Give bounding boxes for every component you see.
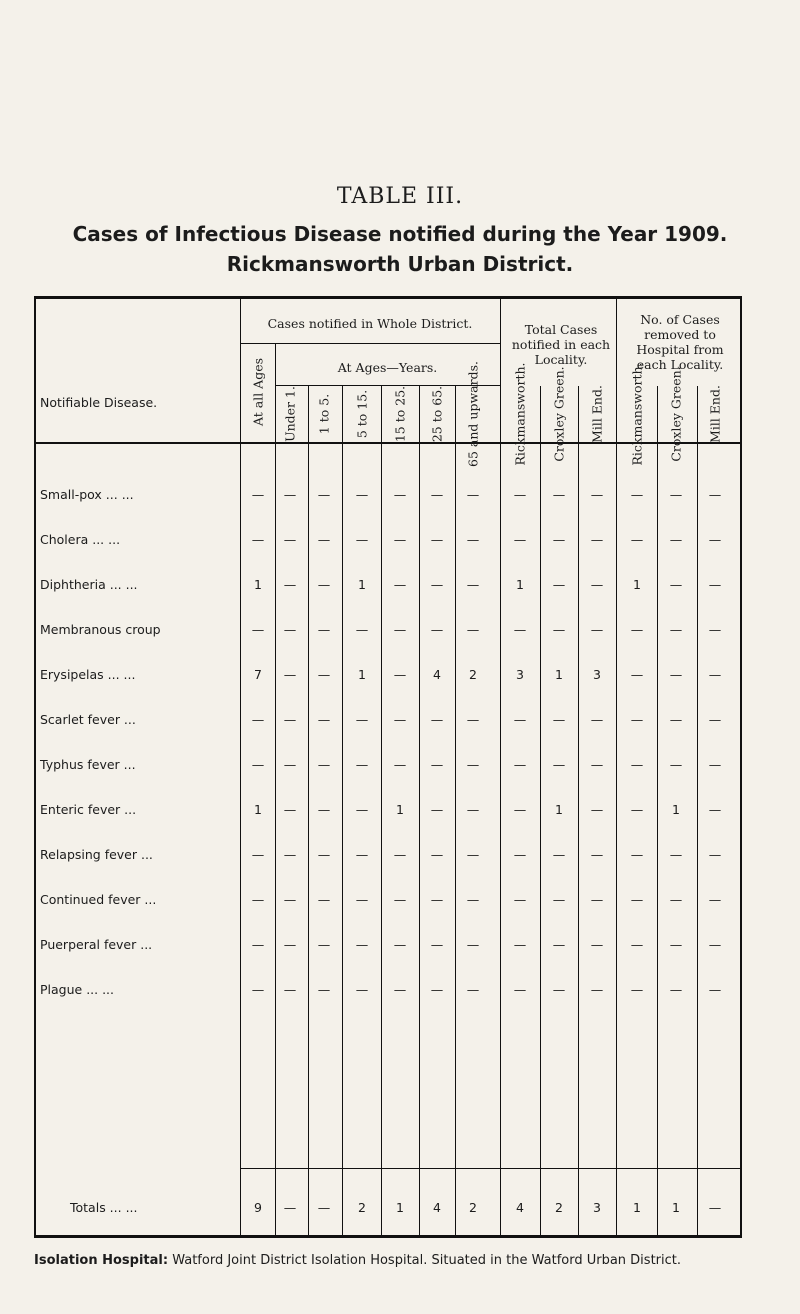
table-cell: — bbox=[466, 757, 480, 772]
table-cell: — bbox=[513, 802, 527, 817]
table-cell: — bbox=[513, 532, 527, 547]
row-label: Diphtheria ... ... bbox=[40, 577, 138, 592]
table-cell: — bbox=[466, 802, 480, 817]
column-header: Croxley Green. bbox=[668, 366, 684, 462]
totals-cell: — bbox=[317, 1200, 331, 1215]
totals-cell: 9 bbox=[254, 1200, 262, 1215]
table-cell: — bbox=[466, 712, 480, 727]
row-label: Relapsing fever ... bbox=[40, 847, 153, 862]
table-cell: — bbox=[283, 982, 297, 997]
table-cell: — bbox=[283, 757, 297, 772]
table-cell: — bbox=[630, 847, 644, 862]
column-header: 65 and upwards. bbox=[465, 361, 481, 467]
table-cell: — bbox=[590, 712, 604, 727]
table-cell: 1 bbox=[633, 577, 641, 592]
table-cell: — bbox=[317, 667, 331, 682]
table-cell: — bbox=[669, 982, 683, 997]
table-cell: — bbox=[708, 982, 722, 997]
table-cell: — bbox=[317, 577, 331, 592]
table-cell: — bbox=[393, 757, 407, 772]
group-whole-district-header: Cases notified in Whole District. bbox=[267, 316, 473, 331]
table-cell: — bbox=[317, 802, 331, 817]
table-cell: — bbox=[552, 487, 566, 502]
table-cell: 3 bbox=[593, 667, 601, 682]
table-cell: — bbox=[669, 847, 683, 862]
table-cell: — bbox=[466, 892, 480, 907]
table-cell: — bbox=[669, 577, 683, 592]
column-rule bbox=[578, 386, 579, 1238]
column-header: 15 to 25. bbox=[392, 385, 408, 443]
table-cell: 3 bbox=[516, 667, 524, 682]
table-cell: — bbox=[590, 802, 604, 817]
table-cell: — bbox=[708, 712, 722, 727]
table-cell: — bbox=[708, 622, 722, 637]
table-cell: — bbox=[552, 712, 566, 727]
table-cell: — bbox=[283, 622, 297, 637]
table-cell: — bbox=[466, 532, 480, 547]
table-cell: 1 bbox=[254, 577, 262, 592]
table-cell: — bbox=[355, 487, 369, 502]
row-label: Small-pox ... ... bbox=[40, 487, 134, 502]
table-cell: 1 bbox=[358, 667, 366, 682]
table-cell: 1 bbox=[396, 802, 404, 817]
table-cell: — bbox=[708, 847, 722, 862]
table-right-border bbox=[740, 296, 742, 1238]
table-cell: 7 bbox=[254, 667, 262, 682]
row-label: Enteric fever ... bbox=[40, 802, 137, 817]
table-cell: — bbox=[430, 712, 444, 727]
footer-text: Watford Joint District Isolation Hospital. Situated in the Watford Urban District. bbox=[172, 1253, 681, 1268]
table-cell: — bbox=[283, 937, 297, 952]
totals-cell: 2 bbox=[469, 1200, 477, 1215]
table-cell: — bbox=[283, 487, 297, 502]
column-rule bbox=[616, 297, 617, 1238]
column-rule bbox=[697, 386, 698, 1238]
table-cell: — bbox=[355, 532, 369, 547]
table-cell: — bbox=[669, 757, 683, 772]
table-cell: — bbox=[630, 757, 644, 772]
table-bottom-rule bbox=[34, 1235, 742, 1238]
disease-column-header: Notifiable Disease. bbox=[40, 395, 158, 410]
table-cell: — bbox=[669, 622, 683, 637]
table-cell: — bbox=[708, 757, 722, 772]
table-cell: — bbox=[430, 937, 444, 952]
table-cell: — bbox=[251, 982, 265, 997]
table-cell: — bbox=[355, 622, 369, 637]
table-cell: — bbox=[513, 937, 527, 952]
column-rule bbox=[240, 297, 241, 1238]
table-cell: — bbox=[466, 487, 480, 502]
table-cell: — bbox=[708, 667, 722, 682]
table-cell: — bbox=[355, 757, 369, 772]
row-label: Cholera ... ... bbox=[40, 532, 121, 547]
table-cell: — bbox=[590, 622, 604, 637]
table-cell: — bbox=[283, 712, 297, 727]
totals-cell: 1 bbox=[633, 1200, 641, 1215]
table-cell: — bbox=[317, 757, 331, 772]
column-header: Croxley Green. bbox=[551, 366, 567, 462]
table-cell: — bbox=[283, 667, 297, 682]
totals-cell: 3 bbox=[593, 1200, 601, 1215]
table-cell: — bbox=[590, 982, 604, 997]
table-cell: — bbox=[355, 712, 369, 727]
table-cell: — bbox=[552, 757, 566, 772]
table-cell: — bbox=[590, 847, 604, 862]
table-cell: — bbox=[251, 757, 265, 772]
totals-cell: — bbox=[708, 1200, 722, 1215]
group-total-cases-header: Total Cases notified in each Locality. bbox=[511, 322, 611, 367]
column-rule bbox=[500, 297, 501, 1238]
table-cell: — bbox=[590, 487, 604, 502]
table-cell: — bbox=[552, 622, 566, 637]
table-cell: — bbox=[669, 712, 683, 727]
table-cell: 2 bbox=[469, 667, 477, 682]
table-cell: — bbox=[430, 532, 444, 547]
table-cell: — bbox=[590, 937, 604, 952]
row-label: Scarlet fever ... bbox=[40, 712, 136, 727]
totals-separator bbox=[240, 1168, 740, 1169]
table-cell: — bbox=[466, 577, 480, 592]
table-cell: — bbox=[317, 532, 331, 547]
column-header: Under 1. bbox=[282, 386, 298, 442]
table-cell: — bbox=[466, 937, 480, 952]
totals-label: Totals ... ... bbox=[70, 1200, 138, 1215]
table-cell: 1 bbox=[555, 802, 563, 817]
table-cell: — bbox=[630, 622, 644, 637]
table-cell: — bbox=[630, 937, 644, 952]
table-cell: — bbox=[590, 892, 604, 907]
table-cell: — bbox=[466, 622, 480, 637]
table-cell: — bbox=[355, 982, 369, 997]
row-label: Puerperal fever ... bbox=[40, 937, 153, 952]
footer-note bbox=[34, 1253, 774, 1269]
table-cell: — bbox=[630, 712, 644, 727]
table-cell: 1 bbox=[358, 577, 366, 592]
table-cell: 4 bbox=[433, 667, 441, 682]
table-cell: — bbox=[393, 847, 407, 862]
table-top-rule bbox=[34, 296, 742, 299]
totals-cell: 2 bbox=[358, 1200, 366, 1215]
table-cell: — bbox=[283, 532, 297, 547]
table-cell: — bbox=[393, 982, 407, 997]
table-cell: — bbox=[430, 802, 444, 817]
table-cell: — bbox=[513, 757, 527, 772]
table-cell: — bbox=[630, 667, 644, 682]
table-cell: — bbox=[630, 982, 644, 997]
table-cell: — bbox=[552, 847, 566, 862]
table-cell: — bbox=[355, 847, 369, 862]
table-cell: — bbox=[251, 532, 265, 547]
table-cell: — bbox=[466, 982, 480, 997]
table-cell: — bbox=[283, 577, 297, 592]
table-cell: — bbox=[251, 712, 265, 727]
column-rule bbox=[381, 386, 382, 1238]
table-cell: — bbox=[630, 532, 644, 547]
table-cell: — bbox=[283, 847, 297, 862]
table-cell: — bbox=[590, 577, 604, 592]
table-cell: — bbox=[669, 532, 683, 547]
table-cell: — bbox=[669, 892, 683, 907]
page-subtitle: Rickmansworth Urban District. bbox=[226, 252, 574, 276]
whole-district-rule bbox=[240, 343, 500, 344]
group-removed-header: No. of Cases removed to Hospital from each Locality. bbox=[636, 312, 724, 372]
table-cell: — bbox=[317, 847, 331, 862]
table-cell: — bbox=[630, 487, 644, 502]
table-cell: — bbox=[430, 487, 444, 502]
table-cell: — bbox=[708, 802, 722, 817]
table-cell: — bbox=[317, 622, 331, 637]
totals-cell: 1 bbox=[672, 1200, 680, 1215]
table-cell: — bbox=[430, 577, 444, 592]
table-cell: — bbox=[552, 532, 566, 547]
column-rule bbox=[455, 386, 456, 1238]
row-label: Typhus fever ... bbox=[40, 757, 136, 772]
group-at-ages-header: At Ages—Years. bbox=[337, 360, 438, 375]
table-cell: — bbox=[513, 847, 527, 862]
table-cell: — bbox=[393, 712, 407, 727]
table-cell: — bbox=[251, 847, 265, 862]
table-cell: — bbox=[393, 532, 407, 547]
table-cell: — bbox=[630, 892, 644, 907]
table-cell: — bbox=[552, 982, 566, 997]
row-label: Erysipelas ... ... bbox=[40, 667, 136, 682]
footer-label: Isolation Hospital: bbox=[34, 1253, 169, 1268]
table-cell: — bbox=[552, 937, 566, 952]
column-header: At all Ages bbox=[250, 357, 266, 427]
column-header: Mill End. bbox=[589, 385, 605, 443]
table-cell: — bbox=[251, 622, 265, 637]
table-cell: — bbox=[251, 892, 265, 907]
table-cell: — bbox=[283, 892, 297, 907]
column-header: Rickmansworth. bbox=[512, 362, 528, 466]
table-cell: — bbox=[630, 802, 644, 817]
column-rule bbox=[657, 386, 658, 1238]
table-cell: — bbox=[708, 487, 722, 502]
table-cell: — bbox=[251, 487, 265, 502]
totals-cell: 4 bbox=[516, 1200, 524, 1215]
table-cell: — bbox=[317, 982, 331, 997]
table-cell: — bbox=[466, 847, 480, 862]
table-cell: 1 bbox=[672, 802, 680, 817]
table-cell: — bbox=[669, 667, 683, 682]
table-cell: — bbox=[430, 892, 444, 907]
table-cell: — bbox=[355, 802, 369, 817]
column-rule bbox=[540, 386, 541, 1238]
table-cell: — bbox=[317, 712, 331, 727]
table-label: TABLE III. bbox=[336, 184, 464, 209]
table-cell: — bbox=[552, 577, 566, 592]
table-cell: — bbox=[430, 757, 444, 772]
table-cell: 1 bbox=[555, 667, 563, 682]
table-cell: — bbox=[317, 937, 331, 952]
table-cell: — bbox=[430, 847, 444, 862]
column-header: Mill End. bbox=[707, 385, 723, 443]
table-left-border bbox=[34, 296, 36, 1238]
table-cell: — bbox=[513, 892, 527, 907]
table-cell: — bbox=[393, 487, 407, 502]
table-cell: 1 bbox=[516, 577, 524, 592]
table-cell: — bbox=[708, 892, 722, 907]
table-cell: — bbox=[590, 757, 604, 772]
table-cell: — bbox=[552, 892, 566, 907]
table-cell: 1 bbox=[254, 802, 262, 817]
totals-cell: 4 bbox=[433, 1200, 441, 1215]
table-cell: — bbox=[393, 667, 407, 682]
table-cell: — bbox=[317, 892, 331, 907]
table-cell: — bbox=[513, 622, 527, 637]
table-cell: — bbox=[708, 577, 722, 592]
table-cell: — bbox=[393, 892, 407, 907]
page-title: Cases of Infectious Disease notified during the Year 1909. bbox=[72, 222, 728, 246]
column-rule bbox=[342, 386, 343, 1238]
column-header: 1 to 5. bbox=[316, 393, 332, 435]
table-cell: — bbox=[393, 577, 407, 592]
column-rule bbox=[419, 386, 420, 1238]
column-header: 25 to 65. bbox=[429, 385, 445, 443]
totals-cell: 1 bbox=[396, 1200, 404, 1215]
totals-cell: — bbox=[283, 1200, 297, 1215]
table-cell: — bbox=[251, 937, 265, 952]
row-label: Continued fever ... bbox=[40, 892, 157, 907]
table-cell: — bbox=[283, 802, 297, 817]
column-header: 5 to 15. bbox=[354, 389, 370, 439]
row-label: Membranous croup bbox=[40, 622, 161, 637]
table-cell: — bbox=[430, 982, 444, 997]
row-label: Plague ... ... bbox=[40, 982, 115, 997]
table-cell: — bbox=[708, 532, 722, 547]
table-cell: — bbox=[513, 982, 527, 997]
table-cell: — bbox=[513, 712, 527, 727]
table-cell: — bbox=[669, 937, 683, 952]
table-cell: — bbox=[393, 622, 407, 637]
table-cell: — bbox=[317, 487, 331, 502]
table-cell: — bbox=[513, 487, 527, 502]
table-cell: — bbox=[355, 937, 369, 952]
table-cell: — bbox=[430, 622, 444, 637]
table-cell: — bbox=[708, 937, 722, 952]
column-header: Rickmansworth. bbox=[629, 362, 645, 466]
column-rule bbox=[275, 344, 276, 1238]
table-cell: — bbox=[393, 937, 407, 952]
table-cell: — bbox=[355, 892, 369, 907]
totals-cell: 2 bbox=[555, 1200, 563, 1215]
table-cell: — bbox=[669, 487, 683, 502]
table-cell: — bbox=[590, 532, 604, 547]
